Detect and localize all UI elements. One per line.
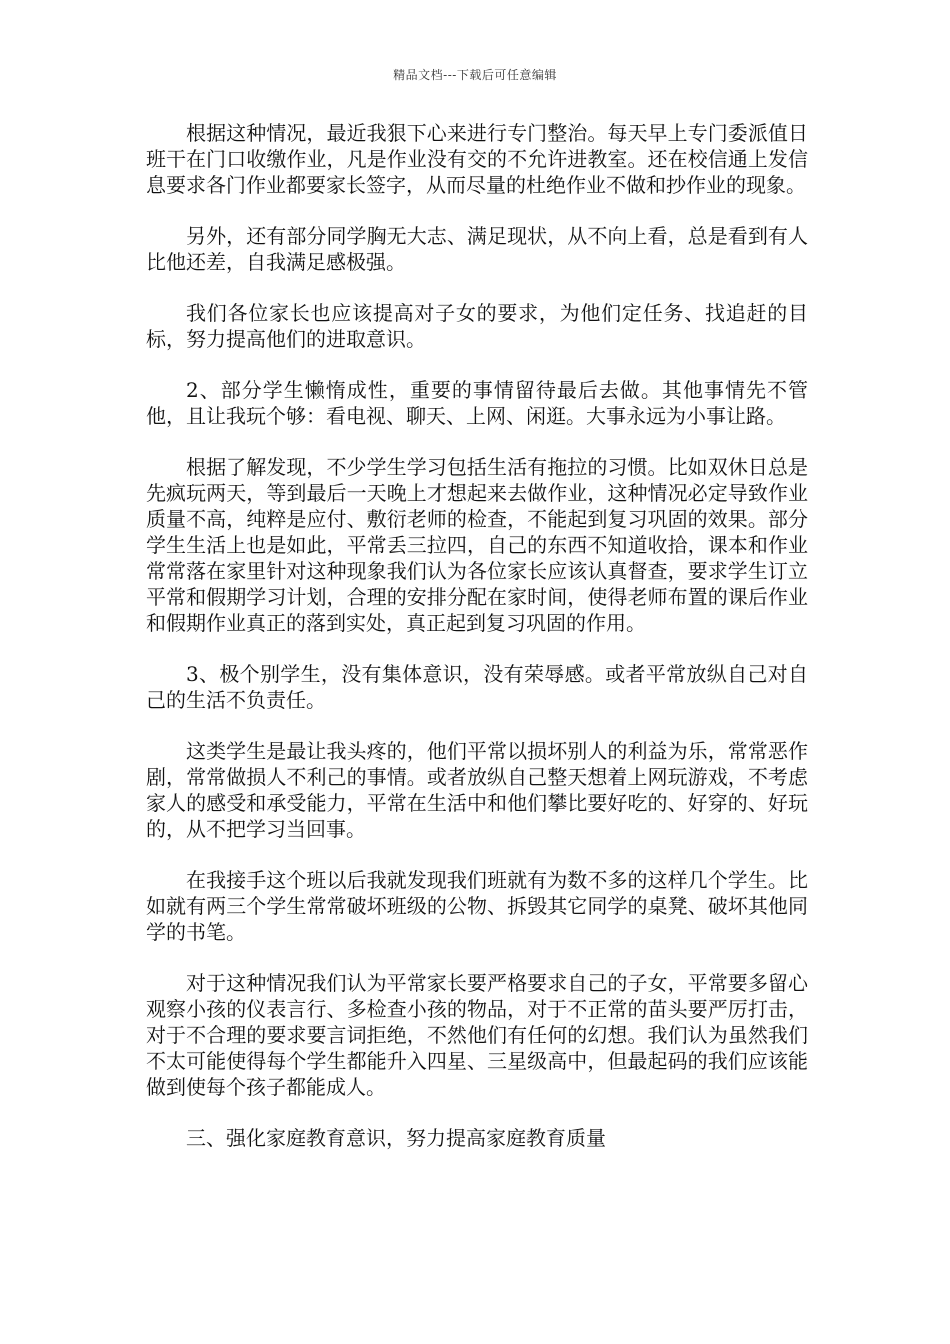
paragraph: 3、极个别学生，没有集体意识，没有荣辱感。或者平常放纵自己对自己的生活不负责任。 (146, 662, 808, 712)
paragraph: 我们各位家长也应该提高对子女的要求，为他们定任务、找追赶的目标，努力提高他们的进取意识。 (146, 301, 808, 351)
document-body (146, 120, 808, 1176)
paragraph: 对于这种情况我们认为平常家长要严格要求自己的子女，平常要多留心观察小孩的仪表言行、多检查小孩的物品，对于不正常的苗头要严厉打击，对于不合理的要求要言词拒绝，不然他们有任何的幻想。我们认为虽然我们不太可能使得每个学生都能升入四星、三星级高中，但最起码的我们应该能做到使每个孩子都能成人。 (146, 971, 808, 1099)
paragraph: 这类学生是最让我头疼的，他们平常以损坏别人的利益为乐，常常恶作剧，常常做损人不利己的事情。或者放纵自己整天想着上网玩游戏，不考虑家人的感受和承受能力，平常在生活中和他们攀比要好吃的、好穿的、好玩的，从不把学习当回事。 (146, 739, 808, 841)
page-header: 精品文档---下载后可任意编辑 (393, 68, 557, 82)
paragraph: 根据这种情况，最近我狠下心来进行专门整治。每天早上专门委派值日班干在门口收缴作业，凡是作业没有交的不允许进教室。还在校信通上发信息要求各门作业都要家长签字，从而尽量的杜绝作业不做和抄作业的现象。 (146, 121, 808, 197)
paragraph: 另外，还有部分同学胸无大志、满足现状，从不向上看，总是看到有人比他还差，自我满足感极强。 (146, 224, 808, 274)
section-heading: 三、强化家庭教育意识，努力提高家庭教育质量 (186, 1126, 606, 1150)
paragraph: 根据了解发现，不少学生学习包括生活有拖拉的习惯。比如双休日总是先疯玩两天，等到最后一天晚上才想起来去做作业，这种情况必定导致作业质量不高，纯粹是应付、敷衍老师的检查，不能起到复习巩固的效果。部分学生生活上也是如此，平常丢三拉四，自己的东西不知道收拾，课本和作业常常落在家里针对这种现象我们认为各位家长应该认真督查，要求学生订立平常和假期学习计划，合理的安排分配在家时间，使得老师布置的课后作业和假期作业真正的落到实处，真正起到复习巩固的作用。 (146, 455, 808, 635)
paragraph: 2、部分学生懒惰成性，重要的事情留待最后去做。其他事情先不管他，且让我玩个够：看电视、聊天、上网、闲逛。大事永远为小事让路。 (146, 378, 808, 428)
paragraph: 在我接手这个班以后我就发现我们班就有为数不多的这样几个学生。比如就有两三个学生常常破坏班级的公物、拆毁其它同学的桌凳、破坏其他同学的书笔。 (146, 868, 808, 944)
